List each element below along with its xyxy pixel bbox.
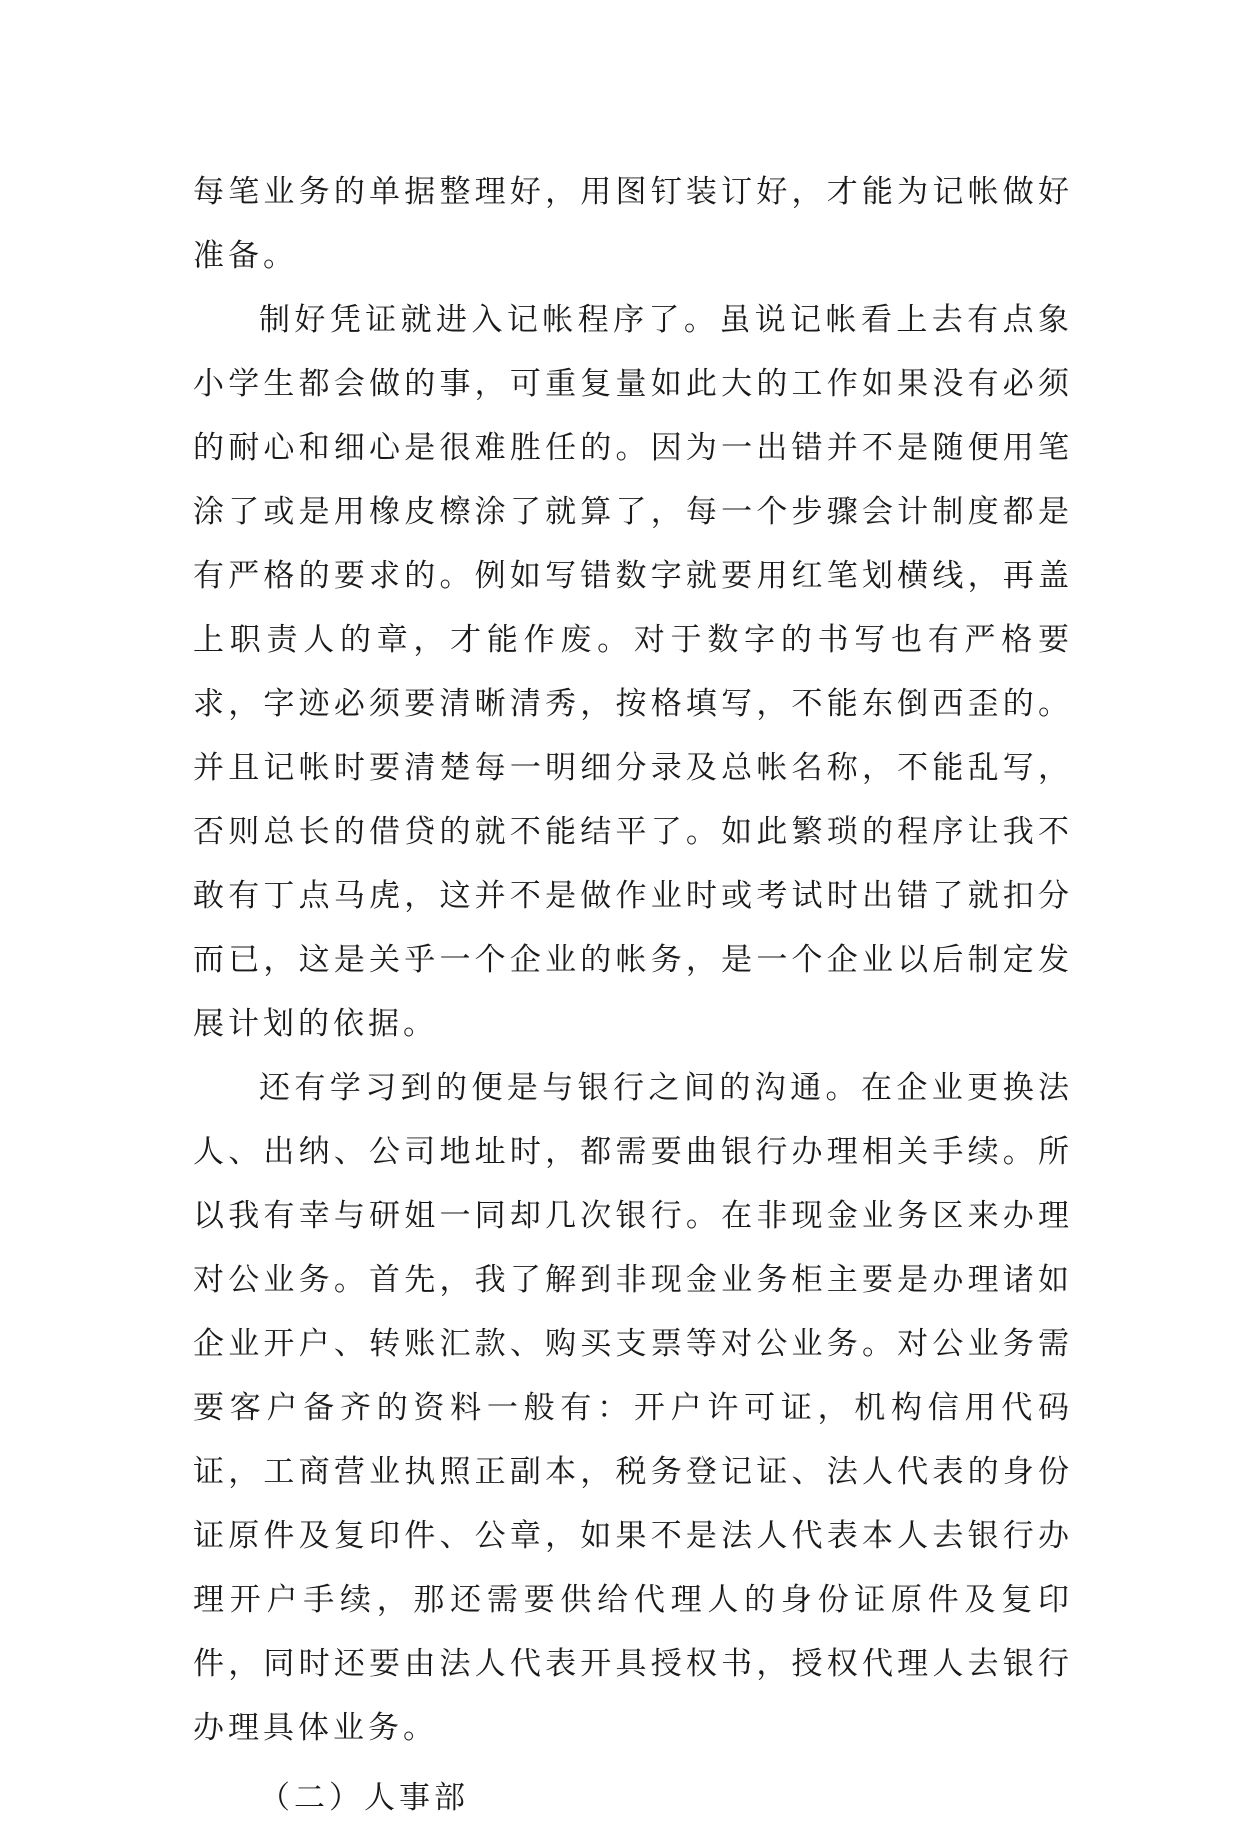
paragraph-2: 制好凭证就进入记帐程序了。虽说记帐看上去有点象小学生都会做的事，可重复量如此大的工作如果没有必须的耐心和细心是很难胜任的。因为一出错并不是随便用笔涂了或是用橡皮檫涂了就算了，每一个步骤会计制度都是有严格的要求的。例如写错数字就要用红笔划横线，再盖上职责人的章，才能作废。对于数字的书写也有严格要求，字迹必须要清晰清秀，按格填写，不能东倒西歪的。并且记帐时要清楚每一明细分录及总帐名称，不能乱写，否则总长的借贷的就不能结平了。如此繁琐的程序让我不敢有丁点马虎，这并不是做作业时或考试时出错了就扣分而已，这是关乎一个企业的帐务，是一个企业以后制定发展计划的依据。 — [193, 302, 1073, 1042]
document-body — [193, 160, 1073, 1830]
paragraph-3: 还有学习到的便是与银行之间的沟通。在企业更换法人、出纳、公司地址时，都需要曲银行办理相关手续。所以我有幸与研姐一同却几次银行。在非现金业务区来办理对公业务。首先，我了解到非现金业务柜主要是办理诸如企业开户、转账汇款、购买支票等对公业务。对公业务需要客户备齐的资料一般有：开户许可证，机构信用代码证，工商营业执照正副本，税务登记证、法人代表的身份证原件及复印件、公章，如果不是法人代表本人去银行办理开户手续，那还需要供给代理人的身份证原件及复印件，同时还要由法人代表开具授权书，授权代理人去银行办理具体业务。 — [193, 1070, 1073, 1746]
paragraph-1: 每笔业务的单据整理好，用图钉装订好，才能为记帐做好准备。 — [193, 174, 1073, 274]
section-heading: （二）人事部 — [259, 1780, 469, 1816]
